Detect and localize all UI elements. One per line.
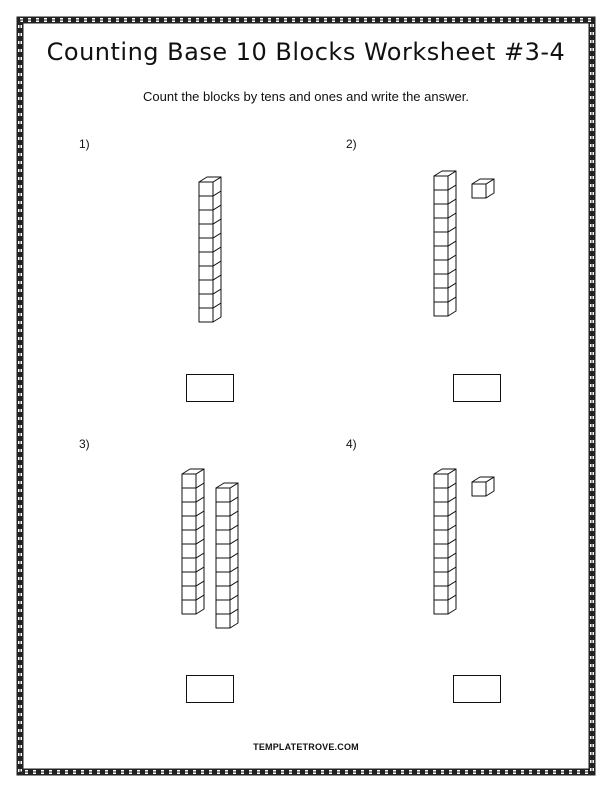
rod-cube-front bbox=[434, 302, 448, 316]
answer-box-3[interactable] bbox=[186, 675, 234, 703]
rod-cube-front bbox=[199, 182, 213, 196]
problem-1-label: 1) bbox=[79, 137, 90, 151]
one-cube bbox=[472, 179, 494, 198]
rod-cube-front bbox=[182, 516, 196, 530]
rod-cube-front bbox=[199, 210, 213, 224]
rod-cube-front bbox=[199, 280, 213, 294]
rod-cube-front bbox=[434, 190, 448, 204]
rod-cube-front bbox=[182, 572, 196, 586]
rod-cube-front bbox=[434, 544, 448, 558]
problem-1-blocks bbox=[199, 177, 221, 322]
rod-cube-front bbox=[182, 530, 196, 544]
rod-cube-front bbox=[434, 288, 448, 302]
rod-cube-front bbox=[182, 558, 196, 572]
rod-cube-front bbox=[199, 266, 213, 280]
problem-4-blocks bbox=[434, 469, 494, 614]
rod-cube-front bbox=[216, 572, 230, 586]
rod-cube-front bbox=[434, 204, 448, 218]
problem-4-label: 4) bbox=[346, 437, 357, 451]
rod-cube-front bbox=[182, 502, 196, 516]
rod-cube-front bbox=[434, 474, 448, 488]
answer-box-4[interactable] bbox=[453, 675, 501, 703]
rod-cube-front bbox=[216, 488, 230, 502]
problem-3-blocks bbox=[182, 469, 238, 628]
rod-cube-front bbox=[434, 274, 448, 288]
rod-cube-front bbox=[199, 308, 213, 322]
rod-cube-front bbox=[182, 544, 196, 558]
rod-cube-front bbox=[199, 224, 213, 238]
rod-cube-front bbox=[182, 586, 196, 600]
worksheet-title: Counting Base 10 Blocks Worksheet #3-4 bbox=[46, 38, 566, 66]
rod-cube-front bbox=[216, 502, 230, 516]
ten-rod bbox=[434, 469, 456, 614]
ten-rod bbox=[182, 469, 204, 614]
rod-cube-front bbox=[216, 544, 230, 558]
rod-cube-front bbox=[434, 232, 448, 246]
rod-cube-front bbox=[199, 294, 213, 308]
rod-cube-front bbox=[434, 502, 448, 516]
rod-cube-front bbox=[182, 488, 196, 502]
rod-cube-front bbox=[216, 614, 230, 628]
rod-cube-front bbox=[199, 238, 213, 252]
rod-cube-front bbox=[216, 530, 230, 544]
rod-cube-front bbox=[434, 530, 448, 544]
rod-cube-front bbox=[434, 176, 448, 190]
rod-cube-front bbox=[434, 260, 448, 274]
rod-cube-front bbox=[199, 196, 213, 210]
rod-cube-front bbox=[434, 488, 448, 502]
answer-box-2[interactable] bbox=[453, 374, 501, 402]
rod-cube-front bbox=[199, 252, 213, 266]
unit-front bbox=[472, 482, 486, 496]
problem-2-label: 2) bbox=[346, 137, 357, 151]
footer-site: TEMPLATETROVE.COM bbox=[253, 742, 359, 752]
rod-cube-front bbox=[216, 586, 230, 600]
problem-2-blocks bbox=[434, 171, 494, 316]
ten-rod bbox=[434, 171, 456, 316]
rod-cube-front bbox=[434, 516, 448, 530]
rod-cube-front bbox=[434, 586, 448, 600]
rod-cube-front bbox=[182, 474, 196, 488]
worksheet-instruction: Count the blocks by tens and ones and write the answer. bbox=[143, 89, 469, 104]
rod-cube-front bbox=[434, 558, 448, 572]
rod-cube-front bbox=[216, 558, 230, 572]
answer-box-1[interactable] bbox=[186, 374, 234, 402]
rod-cube-front bbox=[182, 600, 196, 614]
one-cube bbox=[472, 477, 494, 496]
unit-front bbox=[472, 184, 486, 198]
rod-cube-front bbox=[434, 572, 448, 586]
rod-cube-front bbox=[434, 218, 448, 232]
ten-rod bbox=[216, 483, 238, 628]
rod-cube-front bbox=[216, 516, 230, 530]
rod-cube-front bbox=[216, 600, 230, 614]
ten-rod bbox=[199, 177, 221, 322]
problem-3-label: 3) bbox=[79, 437, 90, 451]
rod-cube-front bbox=[434, 600, 448, 614]
rod-cube-front bbox=[434, 246, 448, 260]
